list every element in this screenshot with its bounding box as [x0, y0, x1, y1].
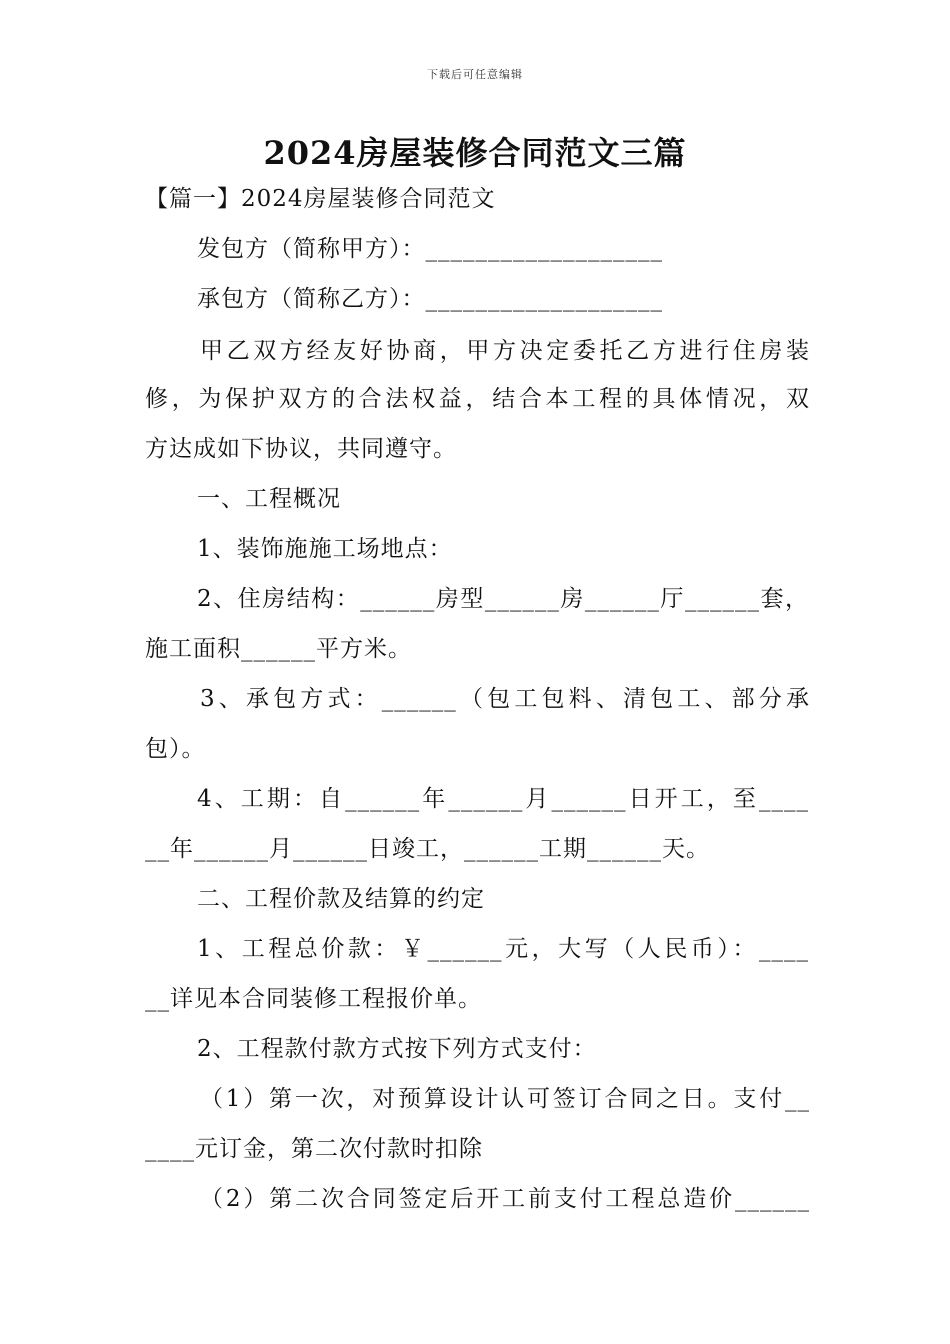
document-title: 2024房屋装修合同范文三篇	[263, 134, 687, 172]
header-note: 下载后可任意编辑	[427, 68, 523, 81]
clause-line: 1、工程总价款：￥______元，大写（人民币）：____	[197, 936, 809, 962]
clause-line: 包）。	[145, 736, 206, 762]
clause-line: 2、工程款付款方式按下列方式支付：	[197, 1036, 597, 1062]
clause-line: 2、住房结构：______房型______房______厅______套，	[197, 586, 809, 612]
clause-line: __年______月______日竣工，______工期______天。	[145, 836, 710, 862]
paragraph-line: 方达成如下协议，共同遵守。	[145, 436, 457, 462]
paragraph-line: 甲乙双方经友好协商，甲方决定委托乙方进行住房装	[200, 338, 810, 364]
paragraph-line: 修，为保护双方的合法权益，结合本工程的具体情况，双	[145, 386, 810, 412]
clause-line: ____元订金，第二次付款时扣除	[145, 1136, 483, 1162]
clause-line: __详见本合同装修工程报价单。	[145, 986, 482, 1012]
party-b-line: 承包方（简称乙方）：___________________	[197, 286, 663, 312]
clause-line: （2）第二次合同签定后开工前支付工程总造价______	[200, 1186, 810, 1212]
section-heading: 一、工程概况	[197, 486, 341, 512]
clause-line: （1）第一次，对预算设计认可签订合同之日。支付__	[200, 1086, 810, 1112]
party-a-line: 发包方（简称甲方）：___________________	[197, 236, 663, 262]
section-heading: 二、工程价款及结算的约定	[197, 886, 485, 912]
section-heading-part-one: 【篇一】2024房屋装修合同范文	[145, 186, 496, 212]
clause-line: 1、装饰施施工场地点：	[197, 536, 453, 562]
clause-line: 3、承包方式：______（包工包料、清包工、部分承	[200, 686, 810, 712]
clause-line: 4、工期：自______年______月______日开工，至____	[197, 786, 809, 812]
clause-line: 施工面积______平方米。	[145, 636, 412, 662]
